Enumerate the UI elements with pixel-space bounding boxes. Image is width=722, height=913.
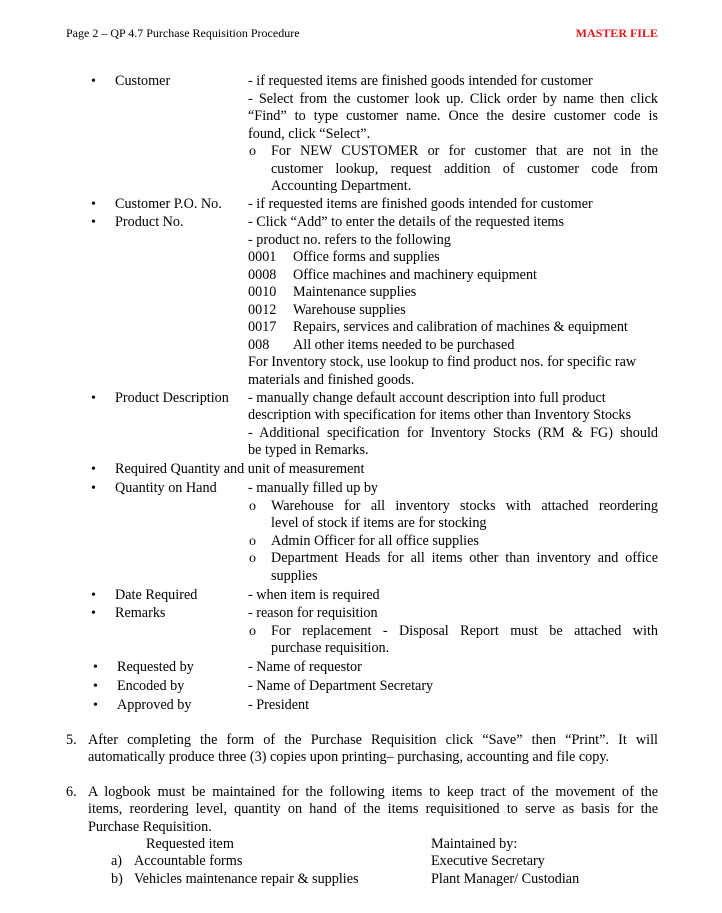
bullet-icon: • bbox=[93, 698, 98, 713]
customer-desc-line: “Find” to type customer name. Once the desire customer code is bbox=[248, 108, 658, 124]
step-number: 6. bbox=[66, 784, 77, 800]
step-six-line: A logbook must be maintained for the following items to keep tract of the movement of the bbox=[88, 784, 658, 800]
field-label-remarks: Remarks bbox=[115, 605, 166, 621]
field-label-product-no: Product No. bbox=[115, 214, 184, 230]
product-no-desc-line: - product no. refers to the following bbox=[248, 232, 451, 248]
bullet-icon: • bbox=[91, 74, 96, 89]
product-no-after-line: For Inventory stock, use lookup to find product nos. for specific raw bbox=[248, 354, 637, 370]
field-label-date-required: Date Required bbox=[115, 587, 198, 603]
product-code: 0017 bbox=[248, 319, 277, 335]
product-desc-line: - Additional specification for Inventory Stocks (RM & FG) should bbox=[248, 425, 658, 441]
sub-bullet-icon: o bbox=[249, 144, 256, 159]
step-number: 5. bbox=[66, 732, 77, 748]
customer-desc-line: found, click “Select”. bbox=[248, 126, 371, 142]
bullet-icon: • bbox=[91, 606, 96, 621]
step-six-line: items, reordering level, quantity on hand of the items requisitioned to serve as basis for the bbox=[88, 801, 658, 817]
product-no-desc-line: - Click “Add” to enter the details of the requested items bbox=[248, 214, 564, 230]
logbook-maintainer: Plant Manager/ Custodian bbox=[431, 871, 580, 887]
customer-sub-line: For NEW CUSTOMER or for customer that are not in the bbox=[271, 143, 658, 159]
requested-by-desc: - Name of requestor bbox=[248, 659, 362, 675]
page-header-title: Page 2 – QP 4.7 Purchase Requisition Procedure bbox=[66, 26, 300, 40]
product-desc-line: - manually change default account description into full product bbox=[248, 390, 606, 406]
bullet-icon: • bbox=[91, 588, 96, 603]
qty-on-hand-sub-line: Admin Officer for all office supplies bbox=[271, 533, 479, 549]
product-code-desc: Repairs, services and calibration of machines & equipment bbox=[293, 319, 628, 335]
bullet-icon: • bbox=[93, 660, 98, 675]
product-code: 0012 bbox=[248, 302, 277, 318]
bullet-icon: • bbox=[91, 481, 96, 496]
product-desc-line: be typed in Remarks. bbox=[248, 442, 369, 458]
sub-bullet-icon: o bbox=[249, 624, 256, 639]
list-letter: b) bbox=[111, 871, 123, 887]
encoded-by-desc: - Name of Department Secretary bbox=[248, 678, 434, 694]
product-no-after-line: materials and finished goods. bbox=[248, 372, 415, 388]
bullet-icon: • bbox=[91, 197, 96, 212]
bullet-icon: • bbox=[91, 391, 96, 406]
product-code: 0010 bbox=[248, 284, 277, 300]
field-label-customer: Customer bbox=[115, 73, 171, 89]
product-code: 008 bbox=[248, 337, 270, 353]
product-code-desc: Warehouse supplies bbox=[293, 302, 406, 318]
master-file-label: MASTER FILE bbox=[575, 26, 658, 40]
remarks-sub-line: For replacement - Disposal Report must be attached with bbox=[271, 623, 658, 639]
field-label-product-description: Product Description bbox=[115, 390, 229, 406]
product-code-desc: Maintenance supplies bbox=[293, 284, 417, 300]
qty-on-hand-sub-line: Warehouse for all inventory stocks with attached reordering bbox=[271, 498, 658, 514]
field-label-requested-by: Requested by bbox=[117, 659, 194, 675]
qty-on-hand-sub-line: supplies bbox=[271, 568, 318, 584]
list-letter: a) bbox=[111, 853, 123, 869]
product-code-desc: All other items needed to be purchased bbox=[293, 337, 515, 353]
customer-po-desc: - if requested items are finished goods intended for customer bbox=[248, 196, 593, 212]
column-header-maintained-by: Maintained by: bbox=[431, 836, 518, 852]
bullet-icon: • bbox=[93, 679, 98, 694]
step-five-line: After completing the form of the Purchase Requisition click “Save” then “Print”. It will bbox=[88, 732, 658, 748]
field-label-quantity-on-hand: Quantity on Hand bbox=[115, 480, 217, 496]
bullet-icon: • bbox=[91, 462, 96, 477]
customer-sub-line: customer lookup, request addition of customer code from bbox=[271, 161, 658, 177]
customer-desc-line: - Select from the customer look up. Click order by name then click bbox=[248, 91, 658, 107]
qty-on-hand-desc: - manually filled up by bbox=[248, 480, 379, 496]
product-code: 0001 bbox=[248, 249, 277, 265]
logbook-item: Accountable forms bbox=[134, 853, 243, 869]
customer-sub-line: Accounting Department. bbox=[271, 178, 412, 194]
product-code-desc: Office machines and machinery equipment bbox=[293, 267, 537, 283]
logbook-item: Vehicles maintenance repair & supplies bbox=[134, 871, 359, 887]
approved-by-desc: - President bbox=[248, 697, 310, 713]
remarks-sub-line: purchase requisition. bbox=[271, 640, 390, 656]
bullet-icon: • bbox=[91, 215, 96, 230]
step-six-line: Purchase Requisition. bbox=[88, 819, 212, 835]
column-header-requested-item: Requested item bbox=[146, 836, 234, 852]
product-code-desc: Office forms and supplies bbox=[293, 249, 440, 265]
remarks-desc: - reason for requisition bbox=[248, 605, 378, 621]
date-required-desc: - when item is required bbox=[248, 587, 380, 603]
field-label-customer-po: Customer P.O. No. bbox=[115, 196, 222, 212]
sub-bullet-icon: o bbox=[249, 534, 256, 549]
step-five-line: automatically produce three (3) copies upon printing– purchasing, accounting and file copy. bbox=[88, 749, 610, 765]
customer-desc-line: - if requested items are finished goods intended for customer bbox=[248, 73, 593, 89]
product-code: 0008 bbox=[248, 267, 277, 283]
field-label-encoded-by: Encoded by bbox=[117, 678, 185, 694]
sub-bullet-icon: o bbox=[249, 499, 256, 514]
logbook-maintainer: Executive Secretary bbox=[431, 853, 545, 869]
qty-on-hand-sub-line: level of stock if items are for stocking bbox=[271, 515, 487, 531]
qty-on-hand-sub-line: Department Heads for all items other than inventory and office bbox=[271, 550, 658, 566]
sub-bullet-icon: o bbox=[249, 551, 256, 566]
field-label-approved-by: Approved by bbox=[117, 697, 192, 713]
product-desc-line: description with specification for items other than Inventory Stocks bbox=[248, 407, 631, 423]
field-label-required-quantity: Required Quantity and unit of measurement bbox=[115, 461, 365, 477]
